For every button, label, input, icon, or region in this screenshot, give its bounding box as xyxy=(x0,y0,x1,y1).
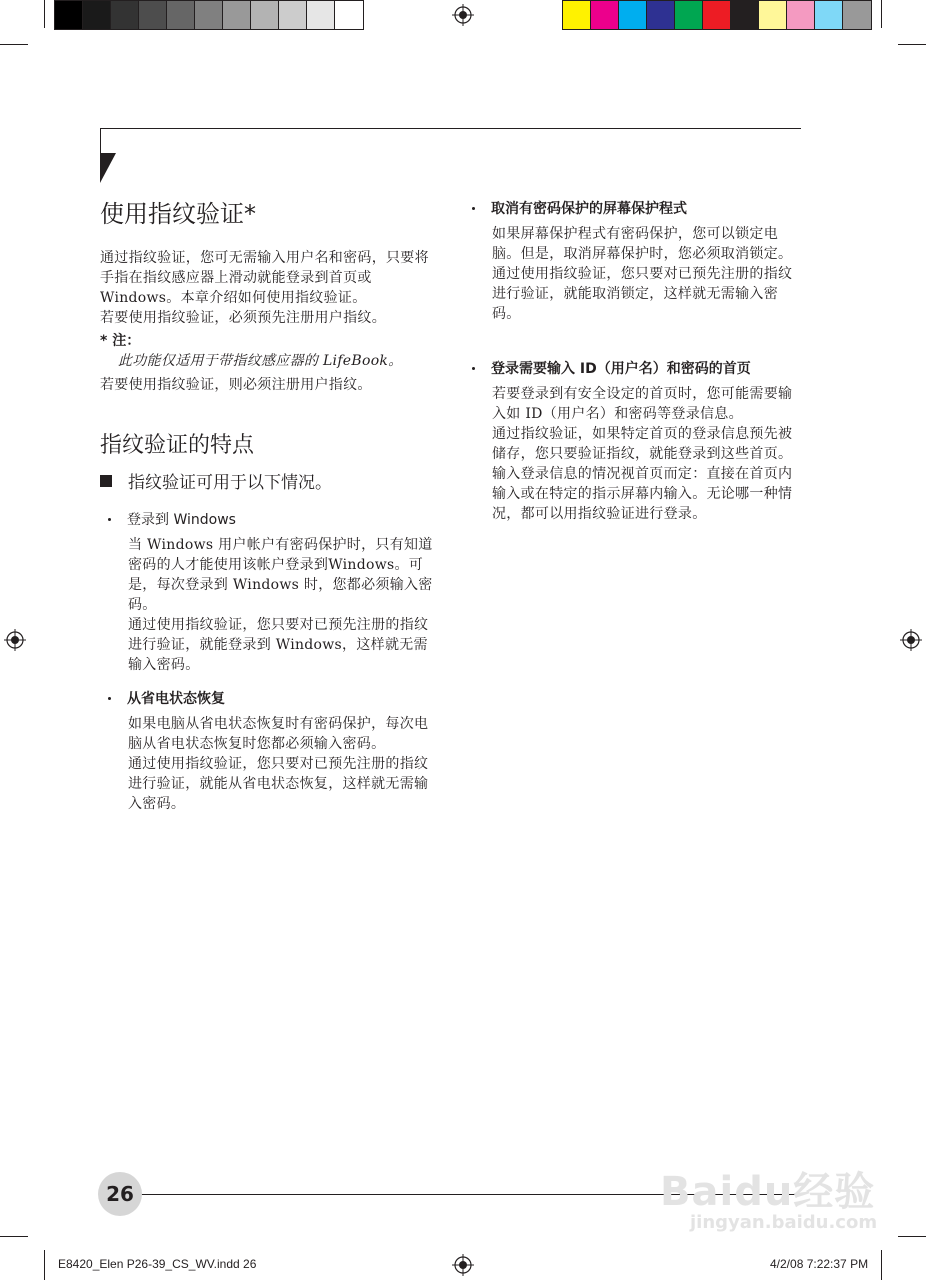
color-swatch xyxy=(139,1,167,29)
color-swatch xyxy=(591,1,619,29)
color-swatch xyxy=(703,1,731,29)
intro-text-2: 若要使用指纹验证，必须预先注册用户指纹。 xyxy=(100,310,386,326)
color-swatch xyxy=(815,1,843,29)
feature-item-title: 取消有密码保护的屏幕保护程式 xyxy=(491,201,687,217)
crop-mark xyxy=(881,0,882,28)
feature-item-text: 通过指纹验证，如果特定首页的登录信息预先被储存，您只要验证指纹，就能登录到这些首页。 xyxy=(492,426,793,462)
feature-item xyxy=(472,198,800,324)
feature-item xyxy=(108,688,436,814)
feature-item xyxy=(108,509,436,675)
grayscale-bar xyxy=(54,0,364,30)
crop-mark xyxy=(44,1250,45,1280)
color-swatch xyxy=(619,1,647,29)
registration-mark-icon xyxy=(900,629,922,651)
intro-text-1: 通过指纹验证，您可无需输入用户名和密码，只要将手指在指纹感应器上滑动就能登录到首页或 Windows。本章介绍如何使用指纹验证。 xyxy=(100,250,429,306)
subsection-heading xyxy=(100,468,332,493)
color-swatch xyxy=(731,1,759,29)
feature-item-text: 输入登录信息的情况视首页而定：直接在首页内输入或在特定的指示屏幕内输入。无论哪一种情况，都可以用指纹验证进行登录。 xyxy=(492,466,793,522)
feature-item-title: 登录到 Windows xyxy=(127,512,236,528)
registration-mark-icon xyxy=(4,629,26,651)
color-swatch xyxy=(843,1,871,29)
color-swatch xyxy=(335,1,363,29)
feature-item-text: 通过使用指纹验证，您只要对已预先注册的指纹进行验证，就能登录到 Windows，这样就无需输入密码。 xyxy=(128,617,429,673)
color-swatch xyxy=(195,1,223,29)
note-text: 此功能仅适用于带指纹感应器的 LifeBook。 xyxy=(118,353,403,369)
color-swatch xyxy=(307,1,335,29)
page-number: 26 xyxy=(98,1172,142,1216)
header-rule xyxy=(100,128,801,129)
color-swatch xyxy=(55,1,83,29)
crop-mark xyxy=(44,0,45,28)
crop-mark xyxy=(0,44,28,45)
dot-bullet-icon xyxy=(472,207,475,210)
feature-item-text: 通过使用指纹验证，您只要对已预先注册的指纹进行验证，就能从省电状态恢复，这样就无需输入密码。 xyxy=(128,756,429,812)
color-swatch xyxy=(647,1,675,29)
watermark-brand: Baidu经验 xyxy=(660,1169,876,1215)
feature-item-title: 从省电状态恢复 xyxy=(127,691,225,707)
feature-item-text: 当 Windows 用户帐户有密码保护时，只有知道密码的人才能使用该帐户登录到Windows。可是，每次登录到 Windows 时，您都必须输入密码。 xyxy=(128,537,433,613)
crop-mark xyxy=(881,1250,882,1280)
feature-item-title: 登录需要输入 ID（用户名）和密码的首页 xyxy=(491,361,751,377)
note-label: * 注： xyxy=(100,333,141,349)
feature-item-text: 如果电脑从省电状态恢复时有密码保护，每次电脑从省电状态恢复时您都必须输入密码。 xyxy=(128,716,429,752)
header-rule-left xyxy=(100,128,101,154)
subsection-title: 指纹验证可用于以下情况。 xyxy=(128,473,332,493)
watermark-url: jingyan.baidu.com xyxy=(690,1212,878,1233)
feature-item xyxy=(472,358,800,524)
slug-filename: E8420_Elen P26-39_CS_WV.indd 26 xyxy=(58,1257,257,1271)
color-swatch xyxy=(83,1,111,29)
feature-item-text: 若要登录到有安全设定的首页时，您可能需要输入如 ID（用户名）和密码等登录信息。 xyxy=(492,386,793,422)
color-swatch xyxy=(223,1,251,29)
page-title: 使用指纹验证* xyxy=(100,200,256,228)
note-block xyxy=(100,331,436,395)
color-swatch xyxy=(787,1,815,29)
color-swatch xyxy=(111,1,139,29)
registration-mark-icon xyxy=(452,1254,474,1276)
color-swatch xyxy=(675,1,703,29)
section-title: 指纹验证的特点 xyxy=(100,433,255,458)
color-swatch xyxy=(167,1,195,29)
dot-bullet-icon xyxy=(108,518,111,521)
crop-mark xyxy=(898,44,926,45)
color-swatch xyxy=(563,1,591,29)
square-bullet-icon xyxy=(100,475,112,487)
slug-timestamp: 4/2/08 7:22:37 PM xyxy=(770,1257,869,1271)
color-bar xyxy=(562,0,872,30)
color-swatch xyxy=(759,1,787,29)
color-swatch xyxy=(251,1,279,29)
crop-mark xyxy=(0,1236,28,1237)
note-after: 若要使用指纹验证，则必须注册用户指纹。 xyxy=(100,377,372,393)
dot-bullet-icon xyxy=(472,367,475,370)
registration-mark-icon xyxy=(452,4,474,26)
intro-paragraph xyxy=(100,248,436,328)
feature-item-text: 通过使用指纹验证，您只要对已预先注册的指纹进行验证，就能取消锁定，这样就无需输入密码。 xyxy=(492,266,793,322)
header-wedge-icon xyxy=(100,153,116,183)
feature-item-text: 如果屏幕保护程式有密码保护，您可以锁定电脑。但是，取消屏幕保护时，您必须取消锁定。 xyxy=(492,226,793,262)
dot-bullet-icon xyxy=(108,697,111,700)
color-swatch xyxy=(279,1,307,29)
crop-mark xyxy=(898,1236,926,1237)
